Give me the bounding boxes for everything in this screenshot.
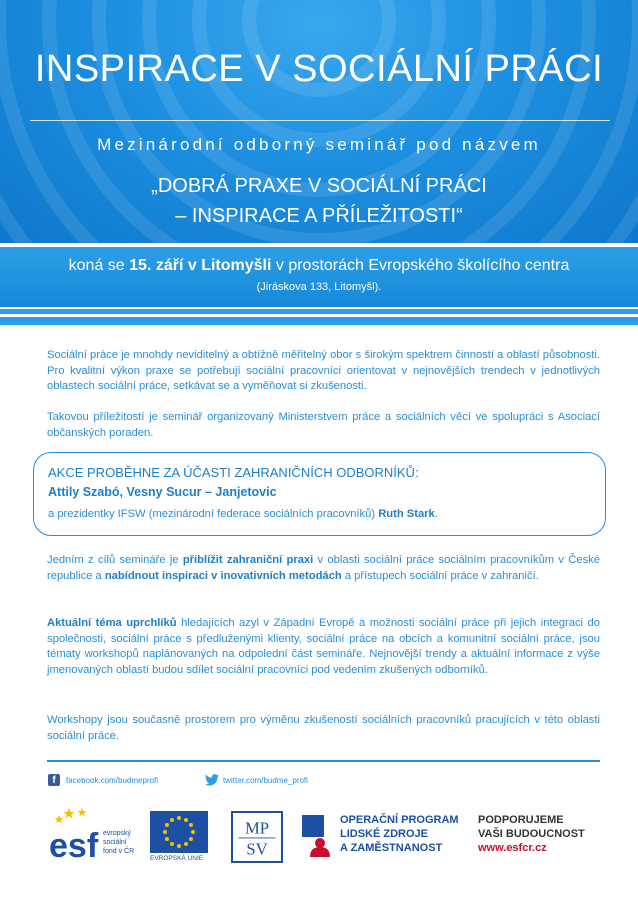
header-banner: [0, 0, 638, 243]
mpsv-logo: [231, 811, 283, 863]
paragraph-exchange: Workshopy jsou současně prostorem pro výměnu zkušeností sociálních pracovníků pracujících v této oblasti sociální práce.: [47, 714, 600, 742]
date-place-band: [0, 247, 638, 307]
footer-divider: [47, 760, 600, 762]
band-pre: koná se: [68, 257, 130, 274]
experts-names: Attily Szabó, Vesny Sucur – Janjetovic: [48, 485, 277, 499]
p3-e: a přístupech sociální práce v zahraničí.: [341, 569, 539, 582]
op-line-2: LIDSKÉ ZDROJE: [340, 828, 429, 840]
eu-stars-icon: [150, 811, 208, 853]
president-name: Ruth Stark: [378, 508, 435, 520]
subtitle: Mezinárodní odborný seminář pod názvem: [97, 135, 541, 154]
paragraph-intro: Sociální práce je mnohdy neviditelný a obtížně měřitelný obor s širokým spektrem činností a oblastí působnosti. Pro kvalitní výkon praxe se potřebují sociální pracovníci orientovat v nejnovějších trendech v jednotlivých oblastech sociální práce, setkávat se a vyměňovat si zkušenosti.: [47, 349, 600, 392]
p3-a: Jedním z cílů semináře je: [47, 554, 183, 566]
seminar-name-line2: – INSPIRACE A PŘÍLEŽITOSTI“: [175, 205, 463, 227]
paragraph-organizer: Takovou příležitostí je seminář organizovaný Ministerstvem práce a sociálních věcí ve spolupráci s Asociací občanských poraden.: [47, 411, 600, 439]
mpsv-top: MP: [244, 818, 270, 838]
address-line: (Jiráskova 133, Litomyšl).: [256, 281, 382, 293]
support-slogan: [478, 813, 585, 855]
esf-line-1: evropský: [103, 830, 132, 837]
support-line-1: PODPORUJEME: [478, 814, 564, 826]
esf-mark: esf: [49, 827, 99, 865]
esf-logo: [47, 805, 142, 865]
p4-a: Aktuální téma uprchlíků: [47, 617, 177, 629]
twitter-icon: [205, 774, 219, 786]
facebook-url: facebook.com/budmeprofi: [66, 776, 159, 785]
op-line-1: OPERAČNÍ PROGRAM: [340, 814, 459, 826]
decorative-stripe: [0, 309, 638, 314]
band-post: v prostorách Evropského školícího centra: [271, 257, 570, 274]
facebook-icon: f: [48, 774, 60, 786]
experts-heading: AKCE PROBĚHNE ZA ÚČASTI ZAHRANIČNÍCH ODBORNÍKŮ:: [48, 465, 419, 480]
eu-flag: [150, 811, 208, 853]
date-place-line: [0, 257, 638, 275]
experts-box: [33, 452, 606, 536]
eu-label: EVROPSKÁ UNIE: [150, 855, 204, 862]
p3-c: v oblasti sociální práce sociálním pracovníkům v České republice a: [47, 554, 600, 582]
op-line-3: A ZAMĚSTNANOST: [340, 842, 443, 854]
esf-line-3: fond v ČR: [103, 848, 135, 855]
twitter-url: twitter.com/budme_profi: [223, 776, 308, 785]
esf-line-2: sociální: [103, 839, 127, 846]
op-lzz-logo-text: [340, 813, 459, 855]
support-line-2: VAŠI BUDOUCNOST: [478, 828, 585, 840]
experts-president: [48, 508, 438, 520]
president-post: .: [434, 508, 438, 520]
op-lzz-logo-icon: [300, 813, 332, 859]
p3-b: přiblížit zahraniční praxi: [182, 554, 314, 566]
esf-website-link[interactable]: www.esfcr.cz: [478, 842, 547, 854]
paragraph-workshops: [47, 616, 600, 678]
mpsv-bottom: SV: [246, 839, 268, 859]
title-divider: [30, 120, 610, 121]
page-title: INSPIRACE V SOCIÁLNÍ PRÁCI: [34, 48, 604, 90]
date-place-highlight: 15. září v Litomyšli: [129, 257, 272, 274]
decorative-stripe: [0, 317, 638, 325]
president-pre: a prezidentky IFSW (mezinárodní federace sociálních pracovníků): [48, 508, 379, 520]
p3-d: nabídnout inspiraci v inovativních metodách: [104, 569, 342, 582]
p4-b: hledajících azyl v Západní Evropě a možnosti sociální práce při jejich integraci do společnosti, sociální práce s předluženými klienty, sociální práce na obcích a komunitní sociální práce, jsou tématy workshopů naplánovaných na odpolední část semináře. Nejnovější trendy a aktuální informace z výše jmenovaných oblastí budou sdílet sociální pracovníci pod vedením zkušených odborníků.: [47, 617, 600, 676]
paragraph-goals: [47, 553, 600, 584]
sponsor-logos: [0, 805, 638, 900]
seminar-name-line1: „DOBRÁ PRAXE V SOCIÁLNÍ PRÁCI: [151, 175, 487, 197]
